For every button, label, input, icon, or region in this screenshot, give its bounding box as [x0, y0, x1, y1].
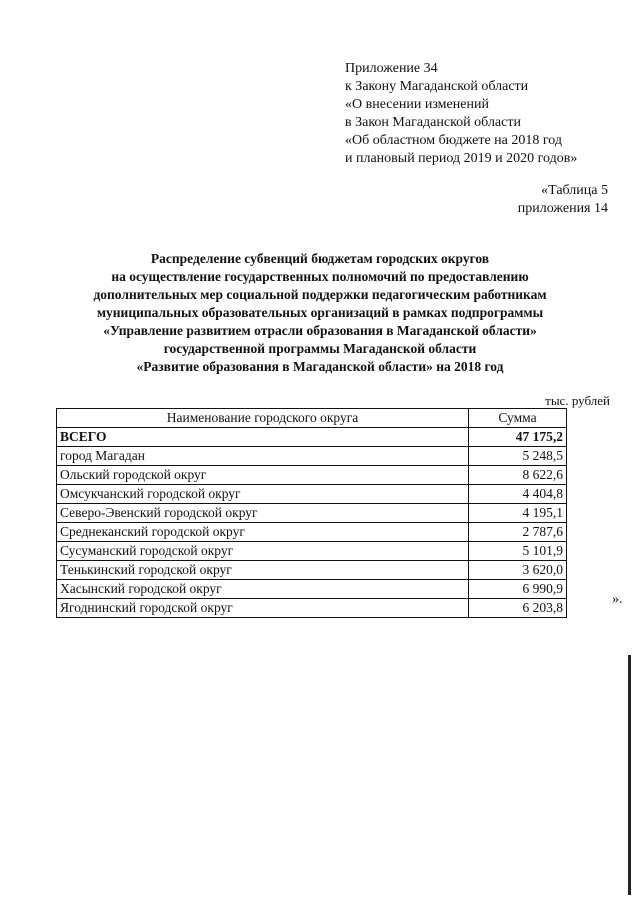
district-name: Хасынский городской округ: [57, 580, 469, 599]
district-sum: 5 248,5: [469, 447, 567, 466]
title-line: государственной программы Магаданской области: [163, 341, 477, 356]
table-ref-line2: приложения 14: [517, 201, 608, 216]
table-row: [57, 504, 567, 523]
table-row: [57, 561, 567, 580]
district-name: Среднеканский городской округ: [57, 523, 469, 542]
title-line: муниципальных образовательных организаций в рамках подпрограммы: [96, 305, 544, 320]
table-row: [57, 485, 567, 504]
scan-margin-line: [628, 655, 631, 895]
district-sum: 2 787,6: [469, 523, 567, 542]
header-line: к Закону Магаданской области: [345, 79, 529, 94]
table-row: [57, 523, 567, 542]
appendix-header: [345, 60, 577, 168]
header-name: Наименование городского округа: [57, 409, 469, 428]
table-row: [57, 580, 567, 599]
table-row: [57, 542, 567, 561]
header-sum: Сумма: [469, 409, 567, 428]
subvention-table: [56, 408, 567, 618]
district-sum: 6 203,8: [469, 599, 567, 618]
table-ref-line1: «Таблица 5: [541, 183, 608, 198]
district-sum: 8 622,6: [469, 466, 567, 485]
district-name: Ольский городской округ: [57, 466, 469, 485]
units-label: тыс. рублей: [545, 393, 610, 408]
closing-quote: ».: [612, 592, 623, 607]
district-sum: 4 195,1: [469, 504, 567, 523]
district-sum: 3 620,0: [469, 561, 567, 580]
title-line: «Развитие образования в Магаданской области» на 2018 год: [136, 359, 504, 374]
table-reference: [518, 182, 608, 218]
header-line: «О внесении изменений: [345, 97, 489, 112]
district-sum: 5 101,9: [469, 542, 567, 561]
district-name: Омсукчанский городской округ: [57, 485, 469, 504]
district-name: город Магадан: [57, 447, 469, 466]
table-row: [57, 599, 567, 618]
header-line: в Закон Магаданской области: [345, 115, 521, 130]
district-sum: 6 990,9: [469, 580, 567, 599]
title-line: на осуществление государственных полномочий по предоставлению: [111, 269, 529, 284]
total-row: [57, 428, 567, 447]
table-row: [57, 447, 567, 466]
document-title: [40, 250, 600, 376]
table-row: [57, 466, 567, 485]
title-line: «Управление развитием отрасли образования в Магаданской области»: [103, 323, 537, 338]
district-name: Ягоднинский городской округ: [57, 599, 469, 618]
total-sum: 47 175,2: [469, 428, 567, 447]
district-name: Северо-Эвенский городской округ: [57, 504, 469, 523]
title-line: дополнительных мер социальной поддержки педагогическим работникам: [93, 287, 547, 302]
header-line: и плановый период 2019 и 2020 годов»: [345, 151, 578, 166]
district-name: Сусуманский городской округ: [57, 542, 469, 561]
district-name: Тенькинский городской округ: [57, 561, 469, 580]
header-line: Приложение 34: [345, 61, 438, 76]
district-sum: 4 404,8: [469, 485, 567, 504]
header-line: «Об областном бюджете на 2018 год: [345, 133, 562, 148]
title-line: Распределение субвенций бюджетам городских округов: [150, 251, 490, 266]
total-label: ВСЕГО: [57, 428, 469, 447]
table-header-row: [57, 409, 567, 428]
